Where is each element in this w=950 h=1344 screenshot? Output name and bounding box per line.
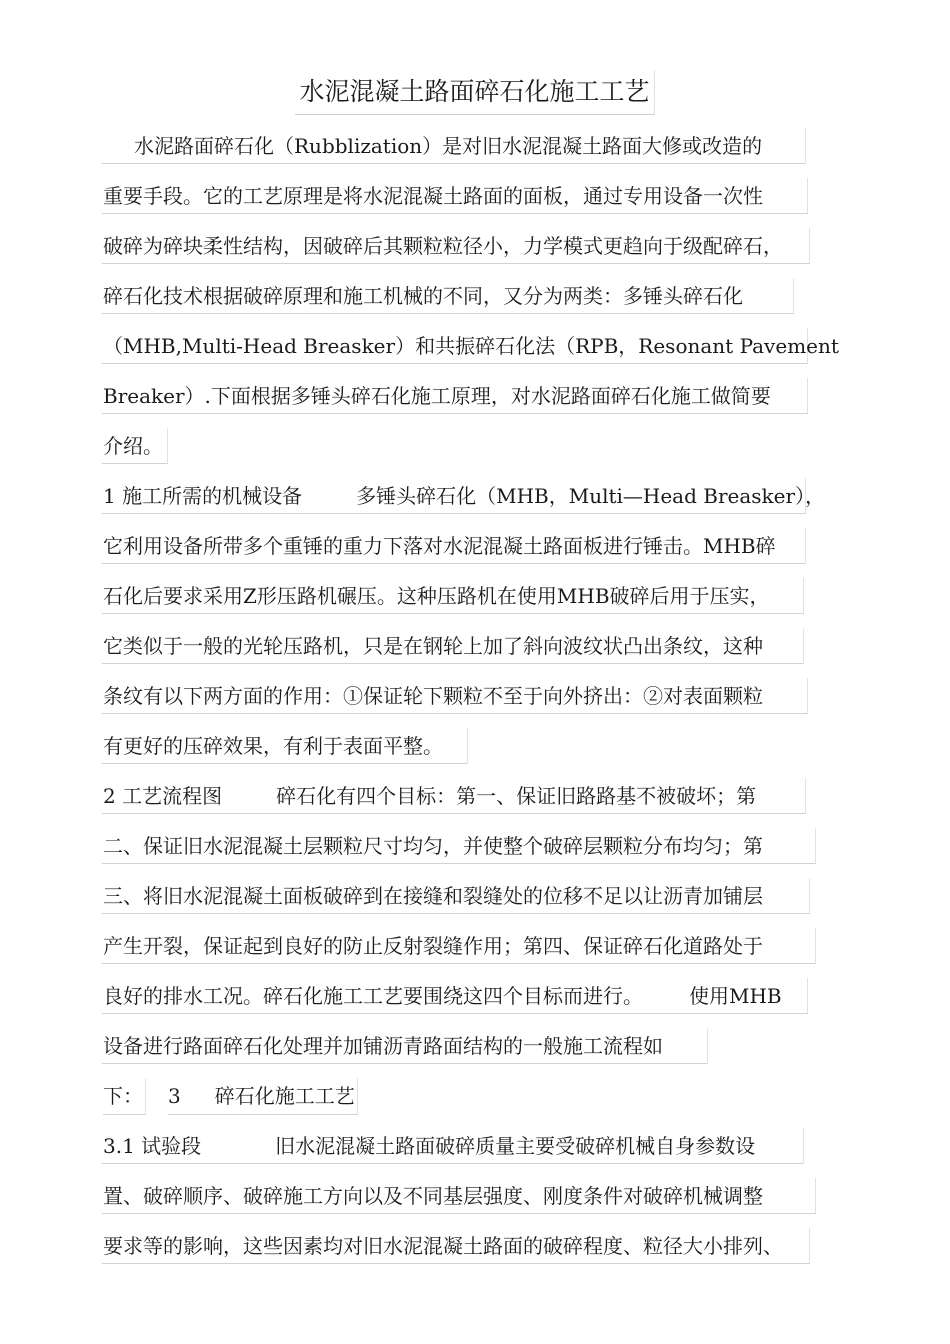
text-line: [102, 678, 808, 714]
text-line: [102, 828, 816, 864]
text-line: [102, 1228, 810, 1264]
line-text: Breaker）.下面根据多锤头碎石化施工原理，对水泥路面碎石化施工做简要: [103, 384, 771, 408]
text-line: [102, 478, 826, 514]
line-text: 产生开裂，保证起到良好的防止反射裂缝作用；第四、保证碎石化道路处于: [103, 934, 763, 958]
subsection-heading: 3.1 试验段: [103, 1134, 202, 1158]
line-text: 置、破碎顺序、破碎施工方向以及不同基层强度、刚度条件对破碎机械调整: [103, 1184, 763, 1208]
line-text: 它利用设备所带多个重锤的重力下落对水泥混凝土路面板进行锤击。MHB碎: [103, 534, 776, 558]
line-text: 它类似于一般的光轮压路机，只是在钢轮上加了斜向波纹状凸出条纹，这种: [103, 634, 763, 658]
text-line: [102, 378, 808, 414]
text-line: [102, 1178, 816, 1214]
section-heading-3: [168, 1078, 358, 1115]
line-text: 二、保证旧水泥混凝土层颗粒尺寸均匀，并使整个破碎层颗粒分布均匀；第: [103, 834, 763, 858]
line-text: 三、将旧水泥混凝土面板破碎到在接缝和裂缝处的位移不足以让沥青加铺层: [103, 884, 763, 908]
text-line: [102, 928, 816, 964]
line-text: 条纹有以下两方面的作用：①保证轮下颗粒不至于向外挤出：②对表面颗粒: [103, 684, 763, 708]
line-text: 破碎为碎块柔性结构，因破碎后其颗粒粒径小，力学模式更趋向于级配碎石，: [103, 234, 783, 258]
line-text: 下：: [103, 1078, 146, 1115]
section-title: 碎石化施工工艺: [214, 1084, 355, 1108]
text-line: [102, 628, 804, 664]
text-line: [102, 1078, 358, 1114]
text-line: [102, 528, 806, 564]
document-title: [0, 70, 950, 115]
line-text: 重要手段。它的工艺原理是将水泥混凝土路面的面板，通过专用设备一次性: [103, 184, 763, 208]
text-line: [102, 328, 839, 364]
line-text: 碎石化有四个目标：第一、保证旧路路基不被破坏；第: [276, 784, 757, 808]
text-line: [102, 978, 808, 1014]
text-line: [102, 228, 810, 264]
section-number: 3: [168, 1084, 181, 1108]
line-text: 多锤头碎石化（MHB，Multi—Head Breasker），: [356, 484, 826, 508]
line-text: 石化后要求采用Z形压路机碾压。这种压路机在使用MHB破碎后用于压实，: [103, 584, 770, 608]
line-text: 有更好的压碎效果，有利于表面平整。: [103, 734, 443, 758]
text-line: [102, 878, 810, 914]
text-line: [102, 128, 806, 164]
line-text: 水泥路面碎石化（Rubblization）是对旧水泥混凝土路面大修或改造的: [134, 134, 763, 158]
text-line: [102, 428, 168, 464]
text-line: [102, 1028, 708, 1064]
line-text: （MHB,Multi-Head Breasker）和共振碎石化法（RPB，Resonant Pavement: [103, 334, 839, 358]
section-heading-1: 1 施工所需的机械设备: [103, 484, 303, 508]
text-line: [102, 1128, 804, 1164]
line-text: 使用MHB: [689, 984, 782, 1008]
line-text: 设备进行路面碎石化处理并加铺沥青路面结构的一般施工流程如: [103, 1034, 663, 1058]
line-text: 要求等的影响，这些因素均对旧水泥混凝土路面的破碎程度、粒径大小排列、: [103, 1234, 783, 1258]
line-text: 介绍。: [103, 434, 163, 458]
document-title-text: 水泥混凝土路面碎石化施工工艺: [295, 70, 654, 115]
line-text: 旧水泥混凝土路面破碎质量主要受破碎机械自身参数设: [275, 1134, 756, 1158]
text-line: [102, 578, 804, 614]
line-text: 碎石化技术根据破碎原理和施工机械的不同，又分为两类：多锤头碎石化: [103, 284, 743, 308]
section-heading-2: 2 工艺流程图: [103, 784, 223, 808]
text-line: [102, 278, 794, 314]
text-line: [102, 728, 468, 764]
text-line: [102, 778, 806, 814]
line-text: 良好的排水工况。碎石化施工工艺要围绕这四个目标而进行。: [103, 984, 643, 1008]
text-line: [102, 178, 808, 214]
